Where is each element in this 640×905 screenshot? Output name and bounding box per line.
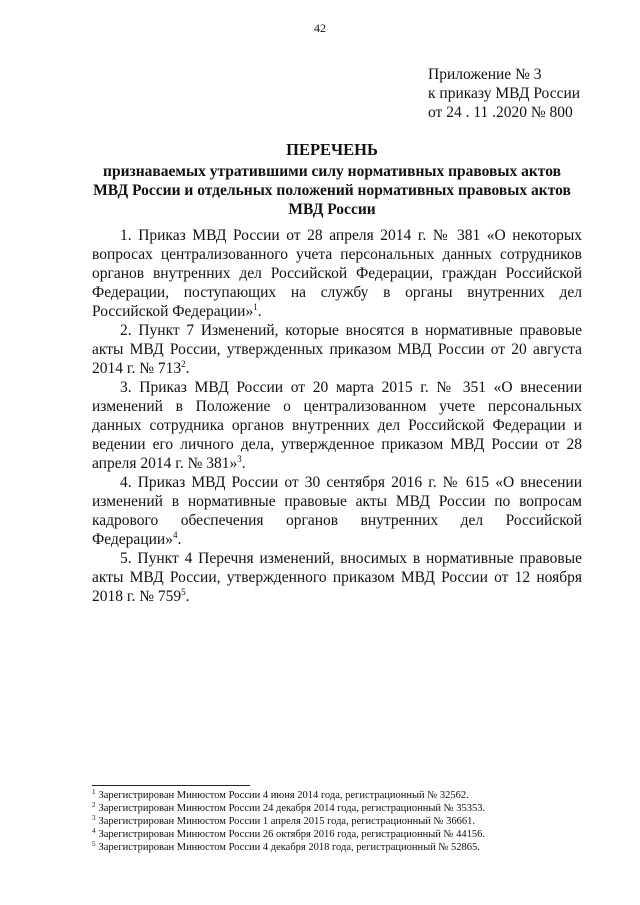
footnote-text: Зарегистрирован Минюстом России 26 октября 2016 года, регистрационный № 44156. <box>98 829 486 840</box>
footnotes <box>92 789 592 854</box>
title-sub-line-2: МВД России и отдельных положений нормативных правовых актов <box>93 182 571 199</box>
annex-line-date: от 24 . 11 .2020 № 800 <box>428 104 573 121</box>
title-sub-line-1: признаваемых утратившими силу нормативных правовых актов <box>103 163 561 180</box>
footnote <box>92 828 592 841</box>
item-text: 3. Приказ МВД России от 20 марта 2015 г. № 351 «О внесении изменений в Положение о централизованном учете персональных данных сотрудника органов внутренних дел Российской Федерации и ведении его личного дела, утвержденное приказом МВД России от 28 апреля 2014 г. № 381» <box>92 379 582 472</box>
item-tail: . <box>185 588 190 605</box>
annex-header <box>428 65 580 122</box>
list-item <box>92 321 582 378</box>
footnote <box>92 841 592 854</box>
item-tail: . <box>177 531 182 548</box>
footnote-number: 2 <box>92 800 96 809</box>
footnote-ref[interactable]: 4 <box>172 529 178 540</box>
item-text: 2. Пункт 7 Изменений, которые вносятся в нормативные правовые акты МВД России, утвержденных приказом МВД России от 20 августа 2014 г. № 713 <box>92 322 582 377</box>
footnote-divider <box>92 785 250 786</box>
footnote-text: Зарегистрирован Минюстом России 4 декабря 2018 года, регистрационный № 52865. <box>98 842 480 853</box>
annex-line-number: Приложение № 3 <box>428 66 542 83</box>
item-text: 1. Приказ МВД России от 28 апреля 2014 г. № 381 «О некоторых вопросах централизованного учета персональных данных сотрудников органов внутренних дел Российской Федерации, граждан Российской Федерации, поступающих на службу в органы внутренних дел Российской Федерации» <box>92 227 582 320</box>
title-main: ПЕРЕЧЕНЬ <box>286 140 378 159</box>
item-text: 5. Пункт 4 Перечня изменений, вносимых в нормативные правовые акты МВД России, утвержденного приказом МВД России от 12 ноября 2018 г. № 759 <box>92 550 582 605</box>
document-body <box>92 226 582 606</box>
list-item <box>92 473 582 549</box>
item-tail: . <box>241 455 246 472</box>
footnote-text: Зарегистрирован Минюстом России 24 декабря 2014 года, регистрационный № 35353. <box>98 803 486 814</box>
footnote <box>92 789 592 802</box>
footnote-number: 5 <box>92 839 96 848</box>
title-sub-line-3: МВД России <box>288 201 376 218</box>
annex-line-order: к приказу МВД России <box>428 85 581 102</box>
footnote-text: Зарегистрирован Минюстом России 1 апреля 2015 года, регистрационный № 36661. <box>98 816 476 827</box>
item-tail: . <box>185 360 190 377</box>
footnote-text: Зарегистрирован Минюстом России 4 июня 2014 года, регистрационный № 32562. <box>98 790 469 801</box>
list-item <box>92 549 582 606</box>
footnote-ref[interactable]: 3 <box>237 453 242 464</box>
list-item <box>92 226 582 321</box>
footnote-number: 4 <box>92 826 96 835</box>
footnote-ref[interactable]: 2 <box>181 358 186 369</box>
document-title <box>80 140 584 219</box>
page-number: 42 <box>314 21 326 35</box>
list-item <box>92 378 582 473</box>
footnote-number: 3 <box>92 813 96 822</box>
footnote-ref[interactable]: 1 <box>253 301 258 312</box>
footnote-ref[interactable]: 5 <box>181 586 186 597</box>
footnote-number: 1 <box>92 787 96 796</box>
footnote <box>92 815 592 828</box>
footnote <box>92 802 592 815</box>
item-text: 4. Приказ МВД России от 30 сентября 2016 г. № 615 «О внесении изменений в нормативные правовые акты МВД России по вопросам кадрового обеспечения органов внутренних дел Российской Федерации» <box>92 474 582 548</box>
item-tail: . <box>257 303 262 320</box>
